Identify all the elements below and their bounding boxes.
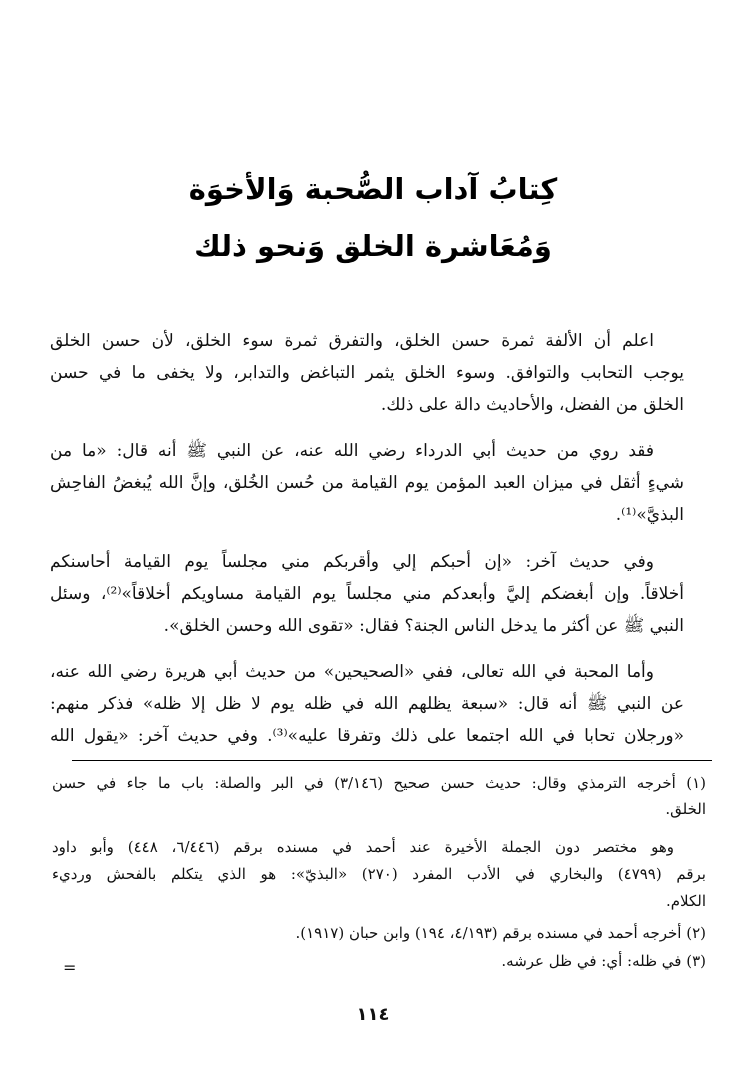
body-line: الخلق من الفضل، والأحاديث دالة على ذلك.: [380, 395, 684, 415]
body-line: يوجب التحابب والتوافق. وسوء الخلق يثمر التباغض والتدابر، ولا يخفى ما في حسن: [50, 363, 684, 383]
body-line: فقد روي من حديث أبي الدرداء رضي الله عنه، عن النبي ﷺ أنه قال: «ما من: [50, 441, 654, 461]
body-line: شيءٍ أثقل في ميزان العبد المؤمن يوم القيامة من حُسن الخُلق، وإنَّ الله يُبغضُ الفاحِش: [50, 473, 684, 493]
page-number: ١١٤: [356, 1004, 390, 1025]
body-line: النبي ﷺ عن أكثر ما يدخل الناس الجنة؟ فقال: «تقوى الله وحسن الخلق».: [163, 616, 684, 636]
body-line: وأما المحبة في الله تعالى، ففي «الصحيحين» من حديث أبي هريرة رضي الله عنه،: [50, 662, 654, 682]
body-line: وفي حديث آخر: «إن أحبكم إلي وأقربكم مني مجلساً يوم القيامة أحاسنكم: [50, 552, 654, 572]
footnote-line: برقم (٤٧٩٩) والبخاري في الأدب المفرد (٢٧٠) «البذيّ»: هو الذي يتكلم بالفحش ورديء: [52, 865, 706, 883]
body-line: اعلم أن الألفة ثمرة حسن الخلق، والتفرق ثمرة سوء الخلق، لأن حسن الخلق: [50, 331, 654, 351]
body-line: عن النبي ﷺ أنه قال: «سبعة يظلهم الله في ظله يوم لا ظل إلا ظله» فذكر منهم:: [50, 694, 684, 714]
body-line: «ورجلان تحابا في الله اجتمعا على ذلك وتفرقا عليه»⁽³⁾. وفي حديث آخر: «يقول الله: [50, 726, 684, 746]
body-line: البذيَّ»⁽¹⁾.: [615, 505, 684, 525]
footnote-line: (١) أخرجه الترمذي وقال: حديث حسن صحيح (٣/١٤٦) في البر والصلة: باب ما جاء في حسن: [52, 774, 706, 792]
footnote-line: الكلام.: [665, 892, 706, 910]
body-line: أخلاقاً. وإن أبغضكم إليَّ وأبعدكم مني مجلساً يوم القيامة مساويكم أخلاقاً»⁽²⁾، وسئل: [50, 584, 684, 604]
chapter-title-line-1: كِتابُ آداب الصُّحبة وَالأخوَة: [188, 172, 558, 206]
footnote-line: وهو مختصر دون الجملة الأخيرة عند أحمد في مسنده برقم (٦/٤٤٦، ٤٤٨) وأبو داود: [52, 838, 675, 856]
footnote-line: (٣) في ظله: أي: في ظل عرشه.: [501, 952, 706, 970]
footnote-line: الخلق.: [665, 800, 706, 818]
continuation-mark: =: [63, 958, 77, 977]
footnote-line: (٢) أخرجه أحمد في مسنده برقم (٤/١٩٣، ١٩٤) وابن حبان (١٩١٧).: [295, 924, 706, 942]
chapter-title-line-2: وَمُعَاشرة الخلق وَنحو ذلك: [194, 229, 552, 263]
footnote-separator: [72, 760, 712, 761]
